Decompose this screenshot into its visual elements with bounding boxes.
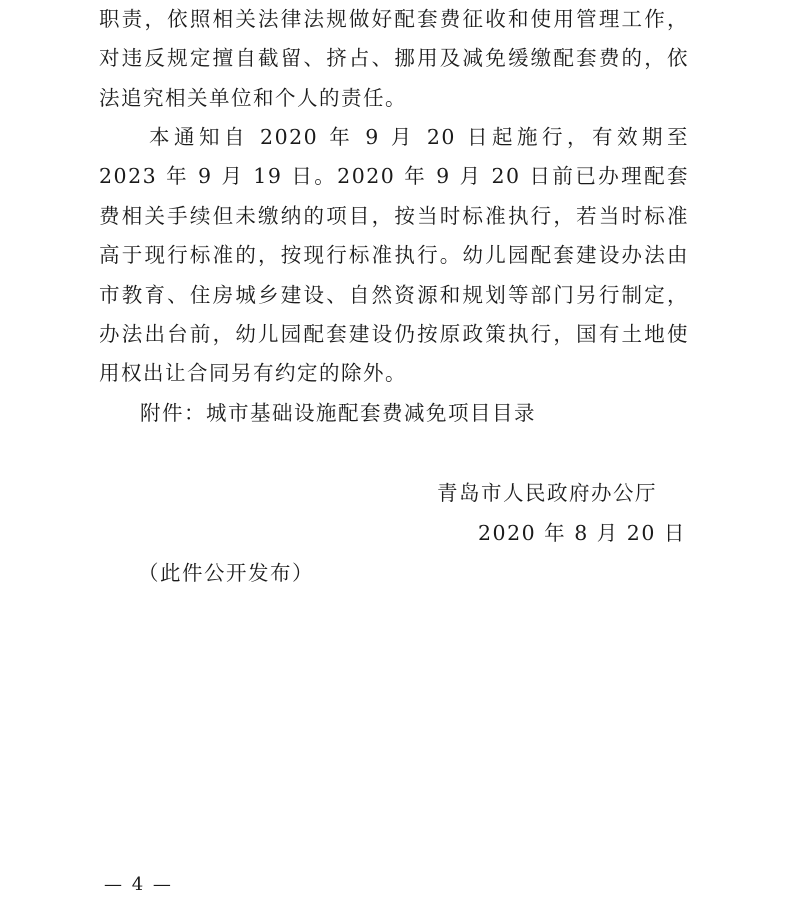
body-paragraph-2: 本通知自 2020 年 9 月 20 日起施行，有效期至 2023 年 9 月 19 日。2020 年 9 月 20 日前已办理配套费相关手续但未缴纳的项目，按当时标准执行，若当时标准高于现行标准的，按现行标准执行。幼儿园配套建设办法由市教育、住房城乡建设、自然资源和规划等部门另行制定，办法出台前，幼儿园配套建设仍按原政策执行，国有土地使用权出让合同另有约定的除外。 — [99, 125, 689, 386]
issue-date: 2020 年 8 月 20 日 — [478, 521, 686, 545]
publication-note: （此件公开发布） — [138, 561, 314, 585]
page-number: — 4 — — [104, 874, 173, 895]
issuing-organization: 青岛市人民政府办公厅 — [437, 481, 657, 505]
body-paragraph-1: 职责，依照相关法律法规做好配套费征收和使用管理工作，对违反规定擅自截留、挤占、挪用及减免缓缴配套费的，依法追究相关单位和个人的责任。 — [99, 7, 689, 110]
attachment-line: 附件：城市基础设施配套费减免项目目录 — [140, 401, 536, 425]
